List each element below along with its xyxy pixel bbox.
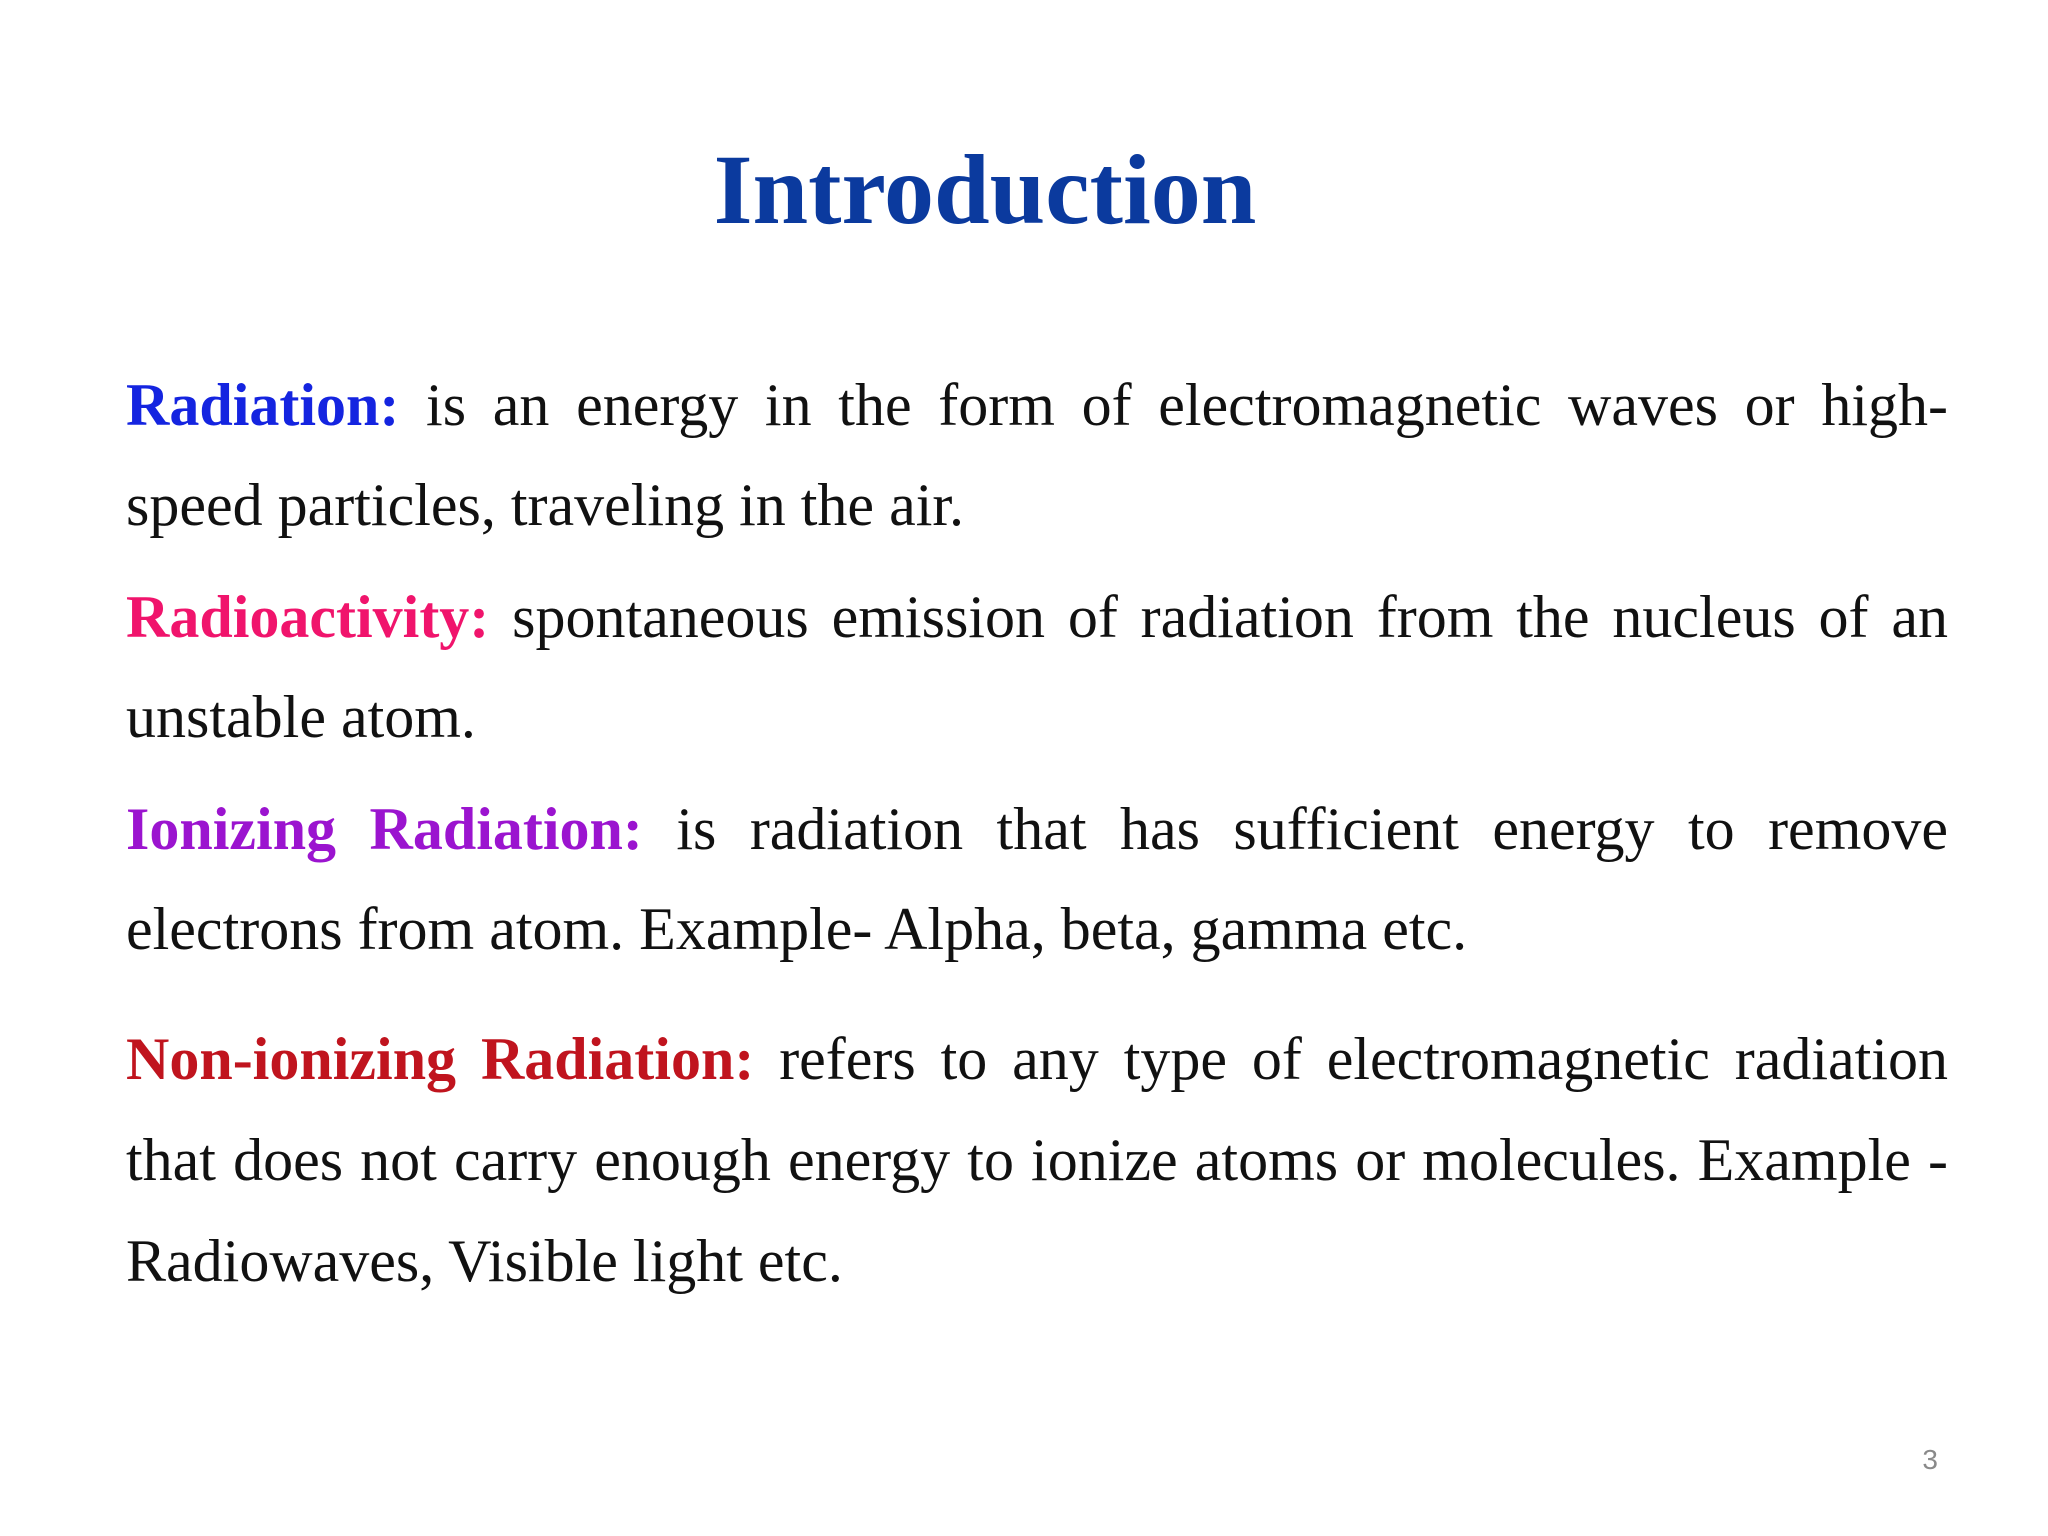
definition-text-radioactivity: spontaneous emission of radiation from the nucleus of an unstable atom. [126, 584, 1948, 750]
term-non-ionizing-radiation: Non-ionizing Radiation: [126, 1026, 755, 1092]
definition-text-non-ionizing-radiation: refers to any type of electromagnetic radiation that does not carry enough energy to ionize atoms or molecules. Example - Radiowaves, Visible light etc. [126, 1026, 1948, 1294]
definition-text-radiation: is an energy in the form of electromagnetic waves or high-speed particles, traveling in the air. [126, 372, 1948, 538]
term-radioactivity: Radioactivity: [126, 584, 490, 650]
definition-ionizing-radiation [126, 779, 1948, 979]
definition-radiation [126, 355, 1948, 555]
slide-title: Introduction [713, 134, 1257, 245]
term-radiation: Radiation: [126, 372, 400, 438]
page-number: 3 [1922, 1444, 1938, 1475]
definition-non-ionizing-radiation [126, 1009, 1948, 1312]
definition-radioactivity [126, 567, 1948, 767]
term-ionizing-radiation: Ionizing Radiation: [126, 796, 643, 862]
definitions-list [126, 355, 1948, 1312]
definition-text-ionizing-radiation: is radiation that has sufficient energy to remove electrons from atom. Example- Alpha, beta, gamma etc. [126, 796, 1948, 962]
